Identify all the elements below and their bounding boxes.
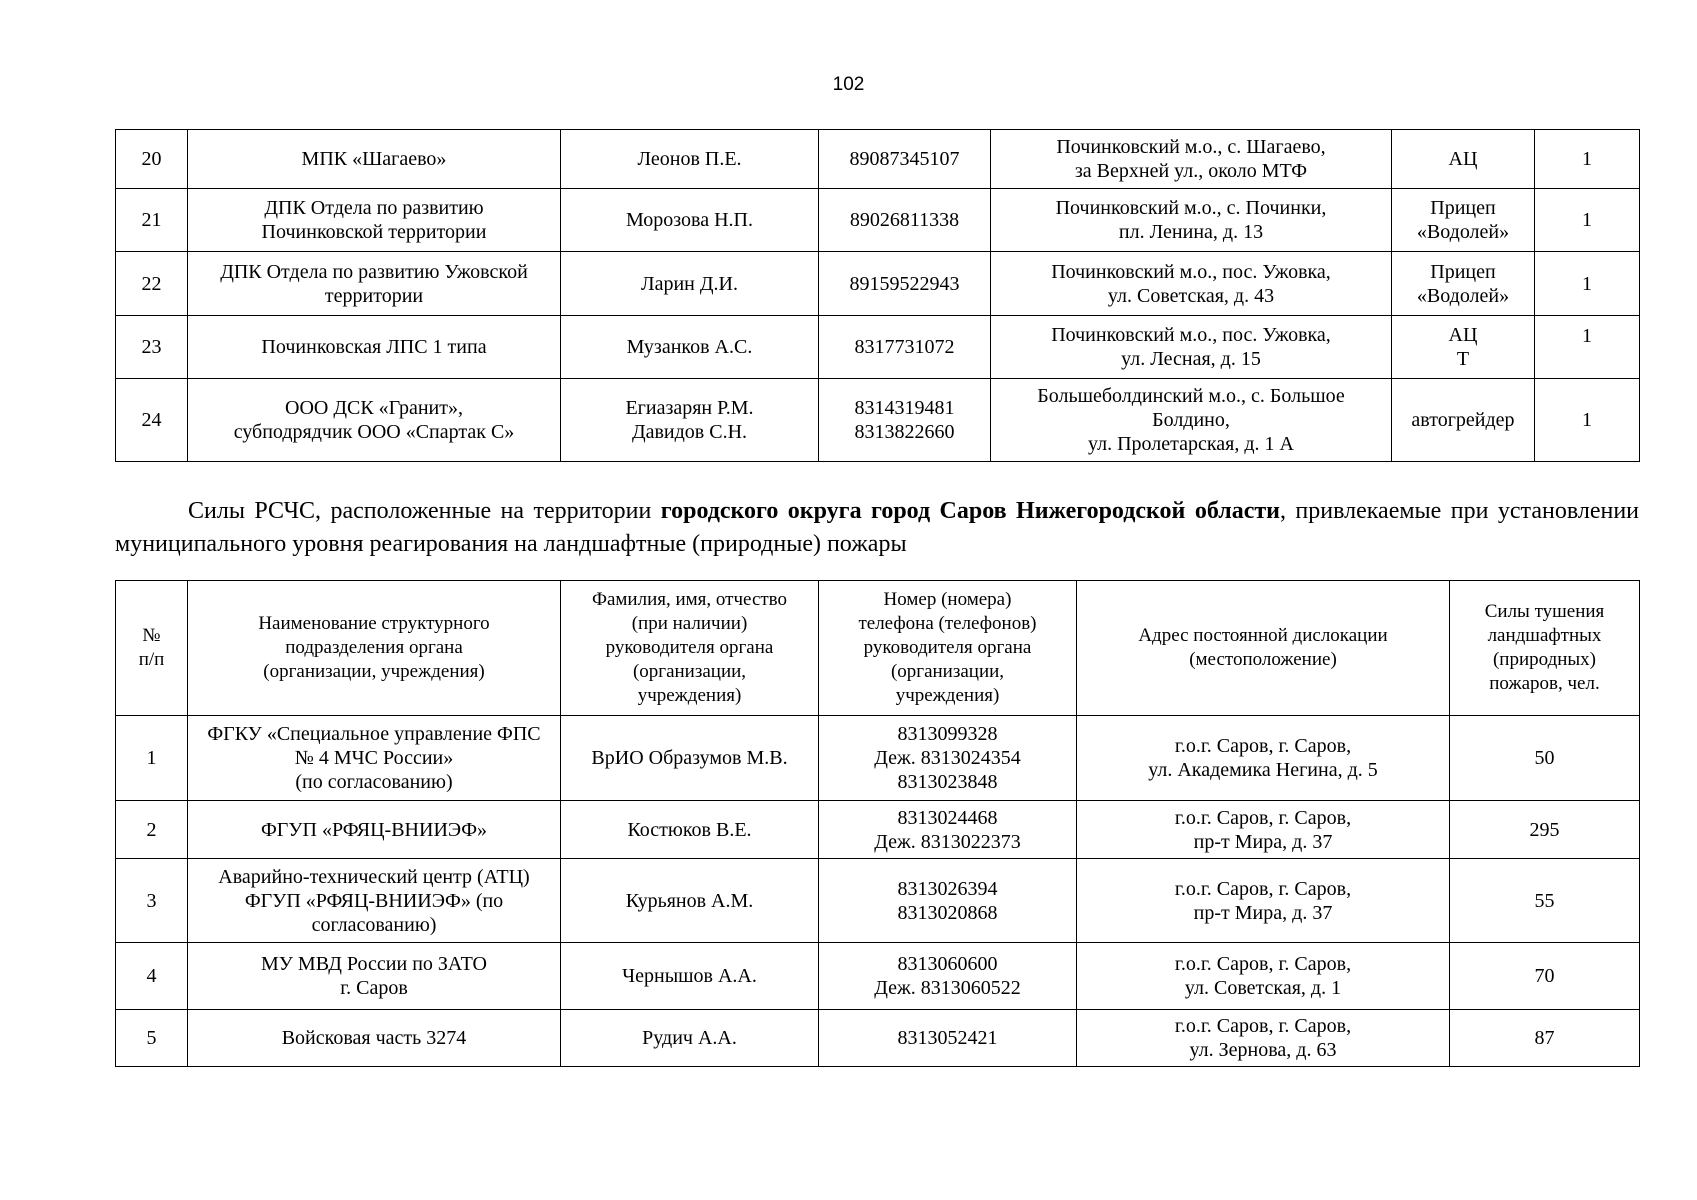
header-number: № п/п — [116, 581, 188, 716]
count: 1 — [1535, 379, 1640, 462]
count: 1 — [1535, 130, 1640, 189]
page-number: 102 — [832, 74, 865, 95]
row-number: 24 — [116, 379, 188, 462]
address: Большеболдинский м.о., с. Большое Болдино, ул. Пролетарская, д. 1 А — [991, 379, 1392, 462]
unit-name: МПК «Шагаево» — [188, 130, 561, 189]
table-row — [116, 130, 1640, 189]
table-row — [116, 379, 1640, 462]
table-row — [116, 716, 1640, 801]
address: г.о.г. Саров, г. Саров, пр-т Мира, д. 37 — [1077, 801, 1450, 859]
phone: 8313024468 Деж. 8313022373 — [819, 801, 1077, 859]
head-name: ВрИО Образумов М.В. — [561, 716, 819, 801]
address: г.о.г. Саров, г. Саров, пр-т Мира, д. 37 — [1077, 859, 1450, 943]
phone: 89026811338 — [819, 189, 991, 252]
table1-body — [116, 130, 1640, 462]
forces-count: 55 — [1450, 859, 1640, 943]
head-name: Леонов П.Е. — [561, 130, 819, 189]
equipment: Прицеп «Водолей» — [1392, 189, 1535, 252]
heading-text-start: Силы РСЧС, расположенные на территории — [188, 498, 661, 524]
head-name: Морозова Н.П. — [561, 189, 819, 252]
table-row — [116, 1010, 1640, 1067]
head-name: Костюков В.Е. — [561, 801, 819, 859]
header-head-name: Фамилия, имя, отчество (при наличии) руководителя органа (организации, учреждения) — [561, 581, 819, 716]
equipment: Прицеп «Водолей» — [1392, 252, 1535, 316]
head-name: Егиазарян Р.М. Давидов С.Н. — [561, 379, 819, 462]
table-row — [116, 801, 1640, 859]
phone: 8314319481 8313822660 — [819, 379, 991, 462]
table-row — [116, 316, 1640, 379]
phone: 89087345107 — [819, 130, 991, 189]
row-number: 23 — [116, 316, 188, 379]
head-name: Музанков А.С. — [561, 316, 819, 379]
table2-body — [116, 716, 1640, 1067]
forces-count: 50 — [1450, 716, 1640, 801]
row-number: 21 — [116, 189, 188, 252]
header-forces: Силы тушения ландшафтных (природных) пожаров, чел. — [1450, 581, 1640, 716]
count: 1 — [1535, 189, 1640, 252]
unit-name: Починковская ЛПС 1 типа — [188, 316, 561, 379]
unit-name: Войсковая часть 3274 — [188, 1010, 561, 1067]
head-name: Чернышов А.А. — [561, 943, 819, 1010]
heading-bold-location: городского округа город Саров Нижегородской области — [660, 498, 1280, 524]
address: Починковский м.о., пос. Ужовка, ул. Лесная, д. 15 — [991, 316, 1392, 379]
section-heading — [115, 495, 1639, 561]
unit-name: ДПК Отдела по развитию Ужовской территории — [188, 252, 561, 316]
equipment: автогрейдер — [1392, 379, 1535, 462]
table-row — [116, 943, 1640, 1010]
row-number: 1 — [116, 716, 188, 801]
phone: 8313052421 — [819, 1010, 1077, 1067]
count: 1 — [1535, 252, 1640, 316]
count: 1 — [1535, 316, 1640, 379]
table-row — [116, 859, 1640, 943]
forces-count: 295 — [1450, 801, 1640, 859]
table2-header — [116, 581, 1640, 716]
phone: 8313026394 8313020868 — [819, 859, 1077, 943]
unit-name: МУ МВД России по ЗАТО г. Саров — [188, 943, 561, 1010]
header-row — [116, 581, 1640, 716]
header-unit-name: Наименование структурного подразделения органа (организации, учреждения) — [188, 581, 561, 716]
unit-name: ООО ДСК «Гранит», субподрядчик ООО «Спартак С» — [188, 379, 561, 462]
unit-name: ФГКУ «Специальное управление ФПС № 4 МЧС России» (по согласованию) — [188, 716, 561, 801]
rschs-forces-table — [115, 580, 1640, 1067]
phone: 8313099328 Деж. 8313024354 8313023848 — [819, 716, 1077, 801]
head-name: Ларин Д.И. — [561, 252, 819, 316]
phone: 89159522943 — [819, 252, 991, 316]
table-row — [116, 252, 1640, 316]
forces-count: 70 — [1450, 943, 1640, 1010]
equipment: АЦ — [1392, 130, 1535, 189]
unit-name: Аварийно-технический центр (АТЦ) ФГУП «РФЯЦ-ВНИИЭФ» (по согласованию) — [188, 859, 561, 943]
header-address: Адрес постоянной дислокации (местоположение) — [1077, 581, 1450, 716]
row-number: 4 — [116, 943, 188, 1010]
row-number: 2 — [116, 801, 188, 859]
row-number: 3 — [116, 859, 188, 943]
head-name: Рудич А.А. — [561, 1010, 819, 1067]
address: г.о.г. Саров, г. Саров, ул. Советская, д. 1 — [1077, 943, 1450, 1010]
address: г.о.г. Саров, г. Саров, ул. Зернова, д. 63 — [1077, 1010, 1450, 1067]
phone: 8317731072 — [819, 316, 991, 379]
phone: 8313060600 Деж. 8313060522 — [819, 943, 1077, 1010]
units-table-continued — [115, 129, 1640, 462]
unit-name: ДПК Отдела по развитию Починковской территории — [188, 189, 561, 252]
table-row — [116, 189, 1640, 252]
address: г.о.г. Саров, г. Саров, ул. Академика Негина, д. 5 — [1077, 716, 1450, 801]
equipment: АЦ Т — [1392, 316, 1535, 379]
heading-text-end: , привлекаемые при установлении муниципального уровня реагирования на ландшафтные (природные) пожары — [115, 498, 1640, 557]
address: Починковский м.о., пос. Ужовка, ул. Советская, д. 43 — [991, 252, 1392, 316]
head-name: Курьянов А.М. — [561, 859, 819, 943]
address: Починковский м.о., с. Починки, пл. Ленина, д. 13 — [991, 189, 1392, 252]
row-number: 22 — [116, 252, 188, 316]
address: Починковский м.о., с. Шагаево, за Верхней ул., около МТФ — [991, 130, 1392, 189]
header-phone: Номер (номера) телефона (телефонов) руководителя органа (организации, учреждения) — [819, 581, 1077, 716]
forces-count: 87 — [1450, 1010, 1640, 1067]
row-number: 20 — [116, 130, 188, 189]
row-number: 5 — [116, 1010, 188, 1067]
unit-name: ФГУП «РФЯЦ-ВНИИЭФ» — [188, 801, 561, 859]
